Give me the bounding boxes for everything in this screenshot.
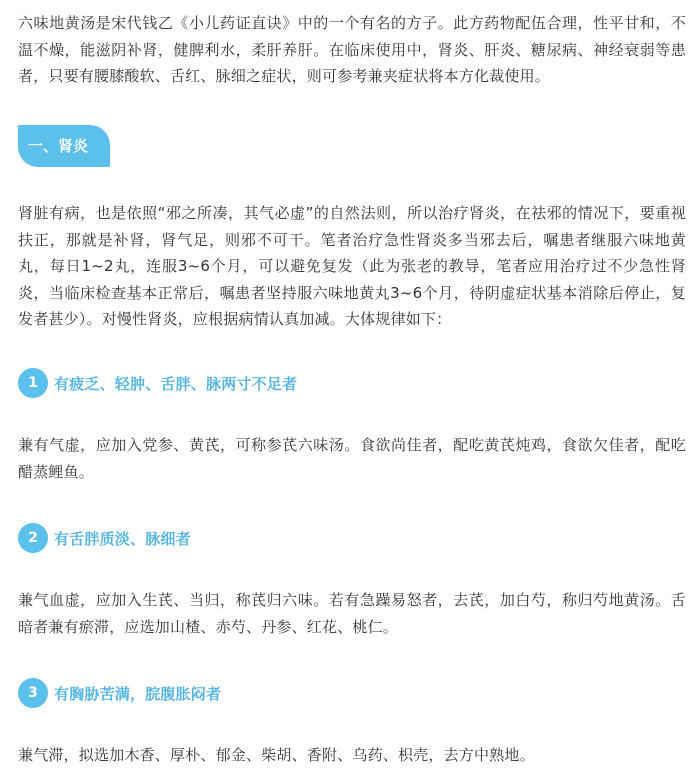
subsection-paragraph: 兼气滞，拟选加木香、厚朴、郁金、柴胡、香附、乌药、枳壳，去方中熟地。 [18, 746, 535, 764]
subsection-paragraph: 兼气血虚，应加入生芪、当归，称芪归六味。若有急躁易怒者，去芪，加白芍，称归芍地黄汤。舌暗者兼有瘀滞，应选加山楂、赤芍、丹参、红花、桃仁。 [18, 591, 686, 636]
intro-paragraph: 六味地黄汤是宋代钱乙《小儿药证直诀》中的一个有名的方子。此方药物配伍合理，性平甘和，不温不燥，能滋阴补肾，健脾利水，柔肝养肝。在临床使用中，肾炎、肝炎、糖尿病、神经衰弱等患者，只要有腰膝酸软、舌红、脉细之症状，则可参考兼夹症状将本方化裁使用。 [18, 14, 686, 85]
section-tag-nephritis: 一、肾炎 [18, 125, 110, 167]
subheading-1 [18, 368, 297, 398]
section-body-paragraph: 肾脏有病，也是依照“邪之所凑，其气必虚”的自然法则，所以治疗肾炎，在祛邪的情况下，要重视扶正，那就是补肾，肾气足，则邪不可干。笔者治疗急性肾炎多当邪去后，嘱患者继服六味地黄丸，每日1~2丸，连服3~6个月，可以避免复发（此为张老的教导，笔者应用治疗过不少急性肾炎，当临床检查基本正常后，嘱患者坚持服六味地黄丸3~6个月，待阴虚症状基本消除后停止，复发者甚少）。对慢性肾炎，应根据病情认真加减。大体规律如下： [18, 204, 686, 328]
subsection-paragraph: 兼有气虚，应加入党参、黄芪，可称参芪六味汤。食欲尚佳者，配吃黄芪炖鸡，食欲欠佳者，配吃醋蒸鲤鱼。 [18, 436, 686, 481]
subheading-2 [18, 523, 191, 553]
subheading-title: 有胸胁苦满，脘腹胀闷者 [54, 684, 222, 703]
subheading-3 [18, 678, 221, 708]
number-badge: 2 [18, 523, 48, 553]
subheading-title: 有疲乏、轻肿、舌胖、脉两寸不足者 [54, 374, 298, 393]
subheading-title: 有舌胖质淡、脉细者 [54, 529, 191, 548]
number-badge: 1 [18, 368, 48, 398]
number-badge: 3 [18, 678, 48, 708]
